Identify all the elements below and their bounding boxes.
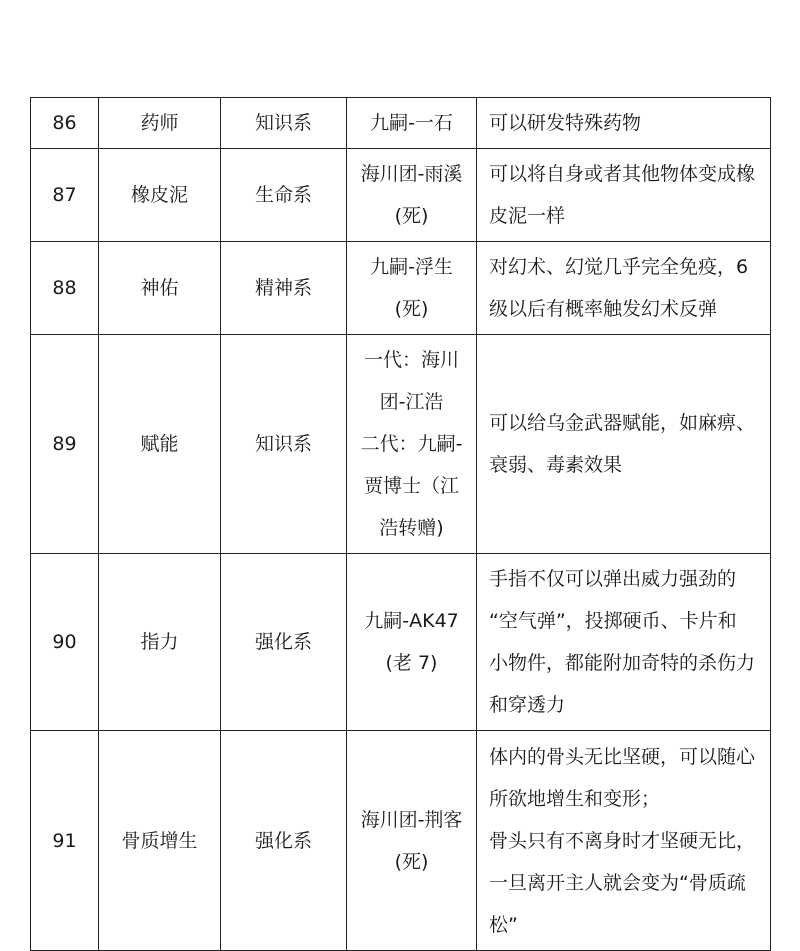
owner-line: (死) — [394, 298, 429, 320]
description-line: 衰弱、毒素效果 — [489, 454, 623, 476]
owner-line: 九嗣-浮生 — [370, 256, 453, 278]
ability-type: 知识系 — [221, 98, 347, 149]
description-line: 级以后有概率触发幻术反弹 — [489, 298, 718, 320]
ability-name: 药师 — [99, 98, 221, 149]
row-number: 89 — [31, 335, 99, 554]
description-line: 所欲地增生和变形； — [489, 787, 661, 810]
ability-owner — [347, 731, 477, 951]
description-line: 可以研发特殊药物 — [489, 112, 642, 134]
owner-line: 九嗣-一石 — [370, 112, 453, 134]
owner-line: 海川团-雨溪 — [360, 163, 463, 185]
owner-line: 团-江浩 — [379, 391, 444, 413]
ability-description — [477, 149, 771, 242]
description-line: 松” — [489, 913, 518, 936]
table-row — [31, 98, 771, 149]
owner-line: 浩转赠) — [379, 517, 444, 539]
ability-description — [477, 98, 771, 149]
ability-name: 橡皮泥 — [99, 149, 221, 242]
ability-type: 强化系 — [221, 554, 347, 731]
row-number: 87 — [31, 149, 99, 242]
table-row — [31, 554, 771, 731]
ability-description — [477, 335, 771, 554]
table-row — [31, 731, 771, 951]
description-line: 小物件，都能附加奇特的杀伤力 — [489, 652, 756, 674]
row-number: 91 — [31, 731, 99, 951]
ability-type: 生命系 — [221, 149, 347, 242]
row-number: 86 — [31, 98, 99, 149]
ability-owner — [347, 149, 477, 242]
description-line: 对幻术、幻觉几乎完全免疫，6 — [489, 256, 749, 278]
description-line: 可以将自身或者其他物体变成橡 — [489, 163, 756, 185]
description-line: 体内的骨头无比坚硬，可以随心 — [489, 745, 756, 768]
ability-type: 强化系 — [221, 731, 347, 951]
ability-description — [477, 242, 771, 335]
ability-description — [477, 554, 771, 731]
owner-line: (死) — [394, 850, 429, 873]
description-line: 可以给乌金武器赋能，如麻痹、 — [489, 412, 756, 434]
owner-line: 贾博士（江 — [363, 475, 459, 497]
ability-name: 神佑 — [99, 242, 221, 335]
owner-line: 九嗣-AK47 — [364, 610, 459, 632]
owner-line: (死) — [394, 205, 429, 227]
ability-name: 赋能 — [99, 335, 221, 554]
description-line: 皮泥一样 — [489, 205, 566, 227]
description-line: “空气弹”，投掷硬币、卡片和 — [489, 610, 737, 632]
owner-line: 二代：九嗣- — [360, 433, 463, 455]
description-line: 一旦离开主人就会变为“骨质疏 — [489, 871, 746, 894]
owner-line: (老 7) — [385, 652, 438, 674]
ability-owner — [347, 335, 477, 554]
owner-line: 一代：海川 — [363, 349, 459, 371]
description-line: 骨头只有不离身时才坚硬无比， — [489, 829, 756, 852]
ability-name: 骨质增生 — [99, 731, 221, 951]
ability-description — [477, 731, 771, 951]
ability-table — [30, 97, 771, 951]
ability-name: 指力 — [99, 554, 221, 731]
ability-owner — [347, 242, 477, 335]
ability-owner — [347, 98, 477, 149]
description-line: 和穿透力 — [489, 694, 566, 716]
row-number: 88 — [31, 242, 99, 335]
table-row — [31, 335, 771, 554]
row-number: 90 — [31, 554, 99, 731]
owner-line: 海川团-荆客 — [360, 808, 463, 831]
ability-type: 精神系 — [221, 242, 347, 335]
table-row — [31, 242, 771, 335]
ability-owner — [347, 554, 477, 731]
table-row — [31, 149, 771, 242]
ability-type: 知识系 — [221, 335, 347, 554]
description-line: 手指不仅可以弹出威力强劲的 — [489, 568, 737, 590]
